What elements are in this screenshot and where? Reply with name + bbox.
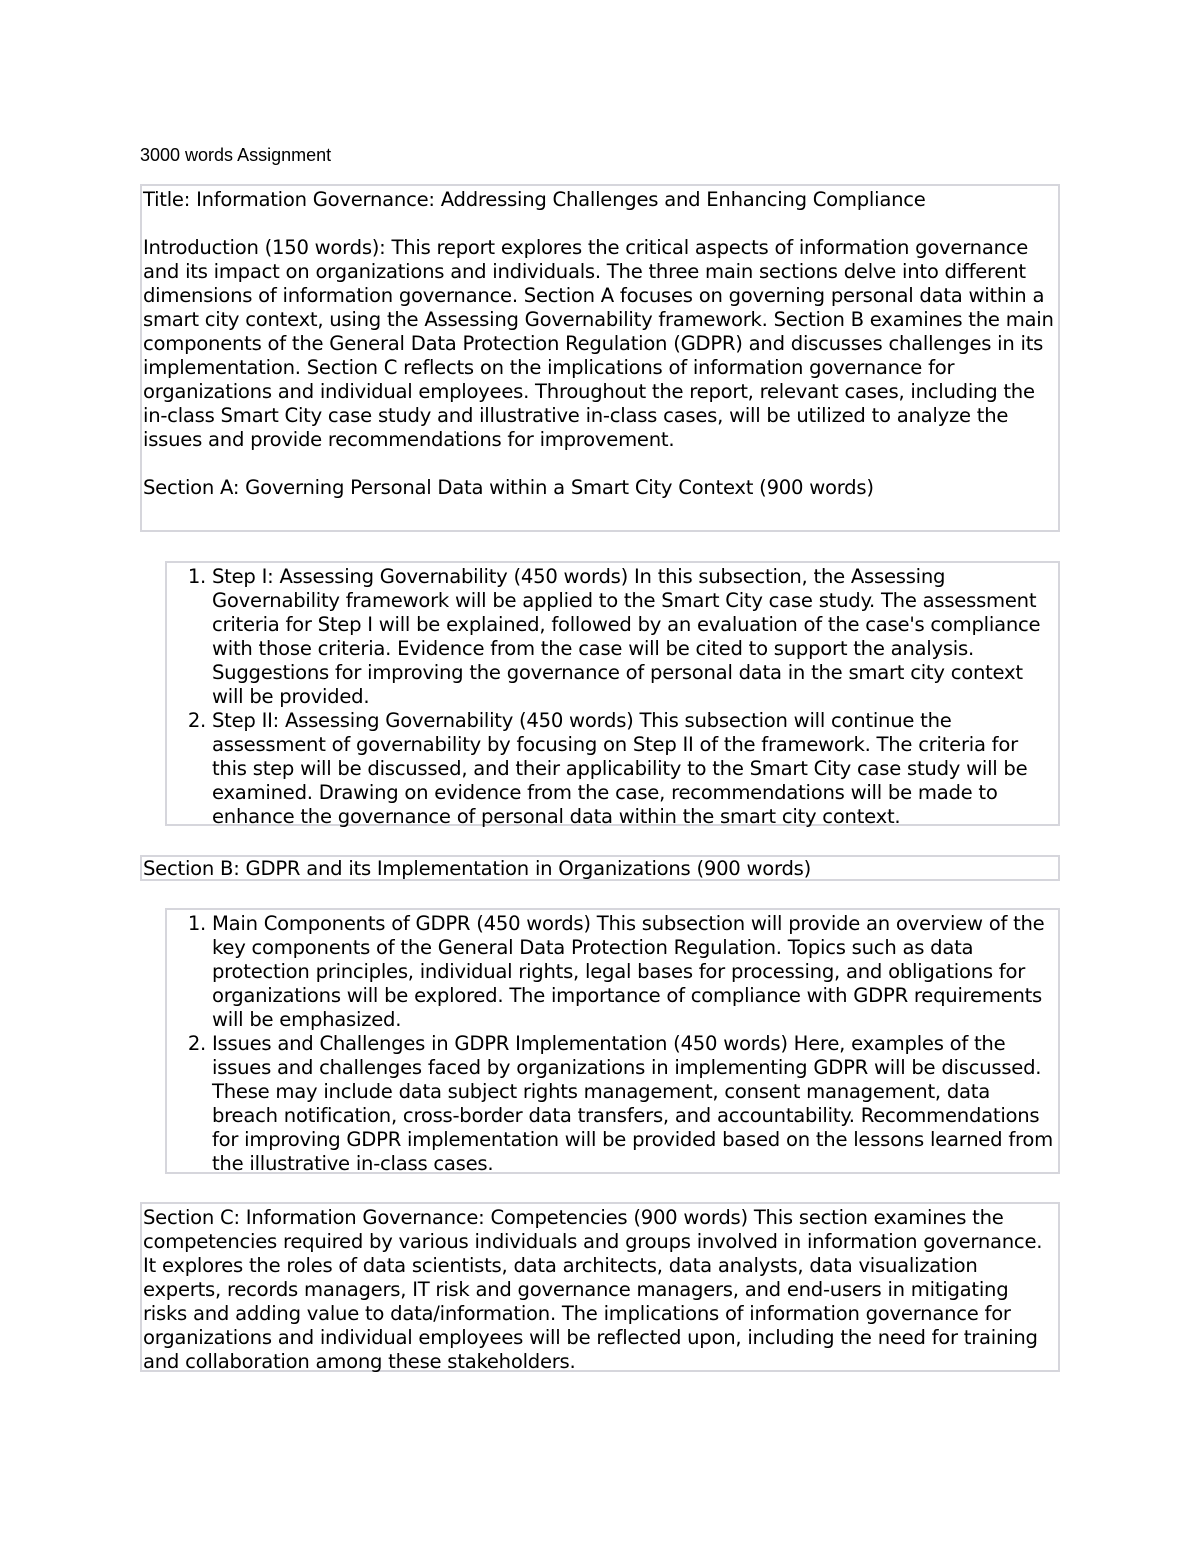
list-item-gdpr-challenges: 2. Issues and Challenges in GDPR Implementation (450 words) Here, examples of the issues and challenges faced by organizations in implementing GDPR will be discussed. These may include data subject rights management, consent management, data breach notification, cross-border data transfers, and accountability. Recommendations for improving GDPR implementation will be provided based on the lessons learned from the illustrative in-class cases. xyxy=(212,1032,1058,1176)
introduction-paragraph: Introduction (150 words): This report explores the critical aspects of information governance and its impact on organizations and individuals. The three main sections delve into different dimensions of information governance. Section A focuses on governing personal data within a smart city context, using the Assessing Governability framework. Section B examines the main components of the General Data Protection Regulation (GDPR) and discusses challenges in its implementation. Section C reflects on the implications of information governance for organizations and individual employees. Throughout the report, relevant cases, including the in-class Smart City case study and illustrative in-class cases, will be utilized to analyze the issues and provide recommendations for improvement. xyxy=(143,236,1054,451)
intro-box xyxy=(140,184,1060,532)
page-title: 3000 words Assignment xyxy=(140,145,332,165)
section-b-heading: Section B: GDPR and its Implementation in Organizations (900 words) xyxy=(143,857,812,880)
list-item-gdpr-components: 1. Main Components of GDPR (450 words) This subsection will provide an overview of the key components of the General Data Protection Regulation. Topics such as data protection principles, individual rights, legal bases for processing, and obligations for organizations will be explored. The importance of compliance with GDPR requirements will be emphasized. xyxy=(212,912,1058,1032)
section-b-list xyxy=(167,912,1058,1176)
section-a-list-box xyxy=(165,561,1060,826)
list-item-step-1: 1. Step I: Assessing Governability (450 words) In this subsection, the Assessing Governability framework will be applied to the Smart City case study. The assessment criteria for Step I will be explained, followed by an evaluation of the case's compliance with those criteria. Evidence from the case will be cited to support the analysis. Suggestions for improving the governance of personal data in the smart city context will be provided. xyxy=(212,565,1058,709)
list-item-step-2: 2. Step II: Assessing Governability (450 words) This subsection will continue the assessment of governability by focusing on Step II of the framework. The criteria for this step will be discussed, and their applicability to the Smart City case study will be examined. Drawing on evidence from the case, recommendations will be made to enhance the governance of personal data within the smart city context. xyxy=(212,709,1058,829)
section-b-list-box xyxy=(165,908,1060,1174)
section-b-heading-box xyxy=(140,855,1060,881)
section-a-list xyxy=(167,565,1058,829)
section-c-paragraph: Section C: Information Governance: Competencies (900 words) This section examines the competencies required by various individuals and groups involved in information governance. It explores the roles of data scientists, data architects, data analysts, data visualization experts, records managers, IT risk and governance managers, and end-users in mitigating risks and adding value to data/information. The implications of information governance for organizations and individual employees will be reflected upon, including the need for training and collaboration among these stakeholders. xyxy=(143,1206,1043,1373)
spacer xyxy=(143,212,1058,236)
spacer xyxy=(143,452,1058,476)
section-a-heading: Section A: Governing Personal Data within a Smart City Context (900 words) xyxy=(143,476,874,499)
section-c-box xyxy=(140,1202,1060,1372)
document-title: Title: Information Governance: Addressing Challenges and Enhancing Compliance xyxy=(143,188,926,211)
